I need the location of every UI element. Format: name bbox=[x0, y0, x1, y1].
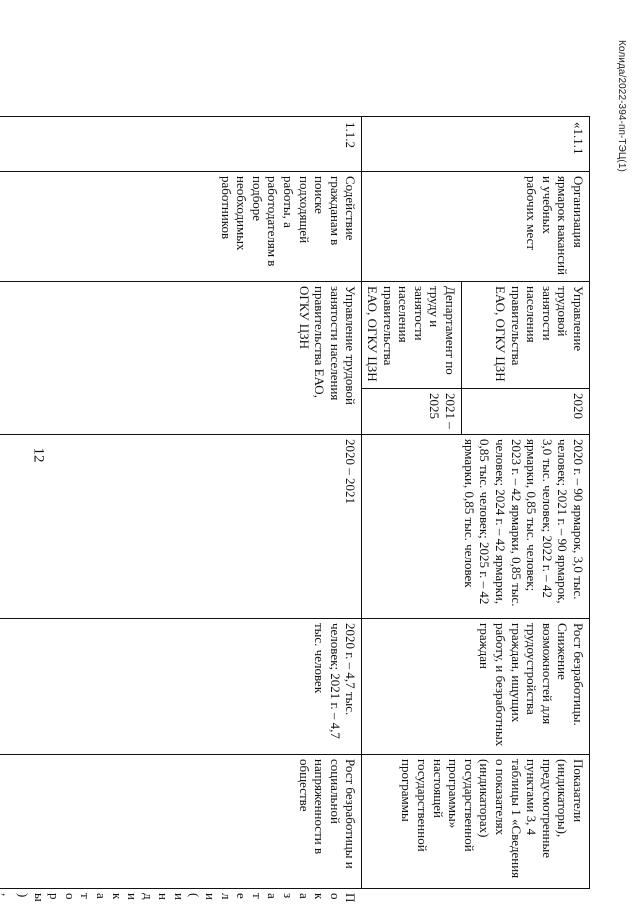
page-number: 12 bbox=[30, 447, 47, 463]
executor-cell: Департамент по труду и занятости населения правительства ЕАО, ОГКУ ЦЗН bbox=[362, 282, 462, 389]
indicators-cell: Показатели (индикаторы), предусмотренные пунктами 3, 4 таблицы 1 «Сведения о показателях (индикаторах) государственной программы» настоящей государственной программы bbox=[362, 755, 590, 889]
activity-name: Организация ярмарок вакансий и учебных рабочих мест bbox=[362, 172, 590, 282]
period-cell: 2020 bbox=[462, 389, 590, 435]
expected-result: 2020 г. – 4,7 тыс. человек; 2021 г. – 4,7 тыс. человек bbox=[0, 619, 362, 755]
executor-cell: Управление трудовой занятости населения правительства ЕАО, ОГКУ ЦЗН bbox=[462, 282, 590, 389]
expected-result: 2020 г. – 90 ярмарок, 3,0 тыс. человек; 2021 г. – 90 ярмарок, 3,0 тыс. человек; 2022 г. – 42 ярмарки, 0,85 тыс. человек; 2023 г. – 42 ярмарки, 0,85 тыс. человек; 2024 г. – 42 ярмарки, 0,85 тыс. человек; 2025 г. – 42 ярмарки, 0,85 тыс. человек bbox=[362, 435, 590, 619]
executor-cell: Управление трудовой занятости населения правительства ЕАО, ОГКУ ЦЗН bbox=[0, 282, 362, 435]
period-cell: 2021 – 2025 bbox=[362, 389, 462, 435]
activities-table bbox=[0, 116, 590, 903]
consequences-cell: Рост безработицы и социальной напряженности в обществе bbox=[0, 755, 362, 889]
period-cell: 2020 – 2021 bbox=[0, 435, 362, 619]
document-code: Колида/2022-394-пп-ТЭЦ(1) bbox=[616, 40, 627, 172]
table-row: 1.1.2 Содействие гражданам в поиске подходящей работы, а работодателям в подборе необходимых работников Управление трудовой занятости населения правительства ЕАО, ОГКУ ЦЗН 2020 – 2021 2020 г. – 4,7 тыс. человек; 2021 г. – 4,7 тыс. человек Рост безработицы и социальной напряженности в обществе Показатели (индикаторы), bbox=[0, 117, 362, 889]
table-row bbox=[462, 117, 590, 889]
row-number: 1.1.2 bbox=[0, 117, 362, 172]
activity-name: Содействие гражданам в поиске подходящей работы, а работодателям в подборе необходимых работников bbox=[0, 172, 362, 282]
row-number: «1.1.1 bbox=[362, 117, 590, 172]
consequences-cell: Рост безработицы. Снижение возможностей для трудоустройства граждан, ищущих работу, и безработных граждан bbox=[362, 619, 590, 755]
rotated-page-content bbox=[0, 116, 590, 903]
